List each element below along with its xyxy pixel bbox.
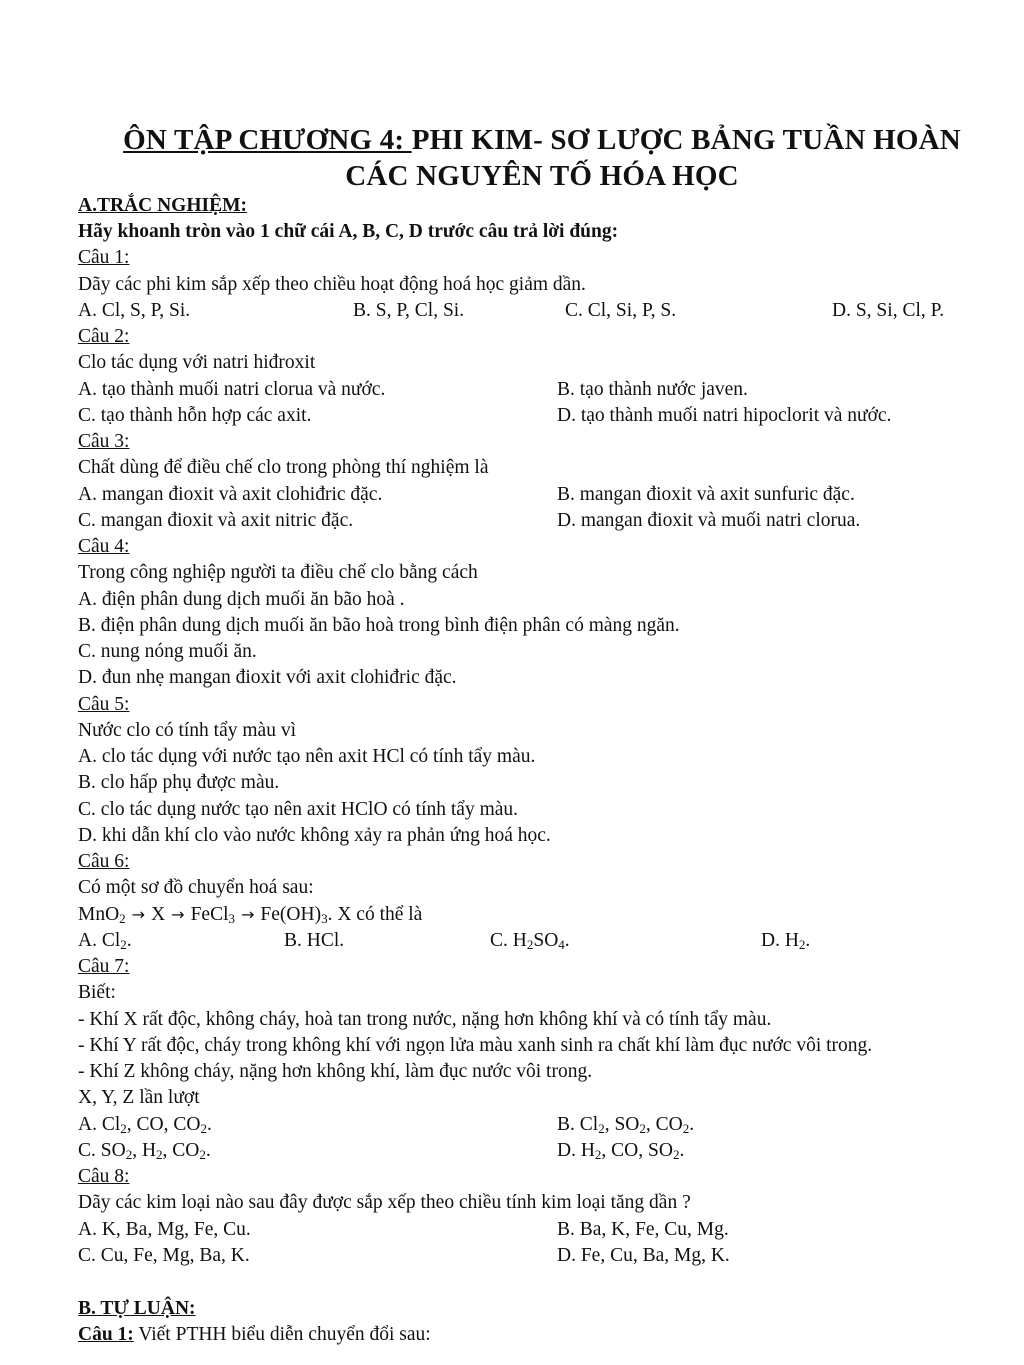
question-6-option-b [284,928,344,954]
question-3-option-c: C. mangan đioxit và axit nitric đặc. [78,510,354,531]
essay-question-1-text: Viết PTHH biểu diễn chuyển đổi sau: [133,1324,431,1345]
question-3-option-a: A. mangan đioxit và axit clohiđric đặc. [78,484,383,505]
opt-text: . [206,1114,212,1135]
question-1-option-a: A. Cl, S, P, Si. [78,300,191,321]
question-6-label: Câu 6: [78,851,130,872]
question-2-option-b: B. tạo thành nước javen. [557,379,748,400]
question-7-option-d [557,1138,684,1164]
opt-text: , SO [604,1114,640,1135]
formula-feoh: Fe(OH) [260,904,322,925]
question-7-fact-2: - Khí Y rất độc, cháy trong không khí với ngọn lửa màu xanh sinh ra chất khí làm đục nước vôi trong. [78,1035,873,1056]
section-a-heading: A.TRẮC NGHIỆM: [78,195,247,216]
subscript: 4 [558,937,565,952]
question-2-option-d: D. tạo thành muối natri hipoclorit và nước. [557,405,892,426]
question-5-option-d: D. khi dẫn khí clo vào nước không xảy ra phản ứng hoá học. [78,825,551,846]
question-6-option-d [761,928,810,954]
question-2-option-a: A. tạo thành muối natri clorua và nước. [78,379,386,400]
subscript: 2 [639,1121,646,1136]
section-b-heading: B. TỰ LUẬN: [78,1298,196,1319]
question-8-option-c: C. Cu, Fe, Mg, Ba, K. [78,1245,250,1266]
subscript: 2 [119,911,126,926]
opt-text: B. HCl. [284,930,345,951]
question-8-label: Câu 8: [78,1166,130,1187]
question-8-option-b: B. Ba, K, Fe, Cu, Mg. [557,1219,729,1240]
instruction-text: Hãy khoanh tròn vào 1 chữ cái A, B, C, D trước câu trả lời đúng: [78,221,619,242]
subscript: 2 [672,1147,680,1162]
opt-text: C. SO [78,1140,126,1161]
question-6-scheme [78,902,422,928]
subscript: 2 [120,1121,127,1136]
opt-text: , CO, SO [601,1140,673,1161]
subscript: 2 [594,1147,602,1162]
question-2-stem: Clo tác dụng với natri hiđroxit [78,352,316,373]
question-6-stem: Có một sơ đồ chuyển hoá sau: [78,877,314,898]
arrow-icon: → [241,905,255,924]
essay-question-1 [78,1322,431,1348]
question-8-option-a: A. K, Ba, Mg, Fe, Cu. [78,1219,251,1240]
question-4-label: Câu 4: [78,536,130,557]
question-3-option-b: B. mangan đioxit và axit sunfuric đặc. [557,484,855,505]
subscript: 3 [321,911,328,926]
opt-text: . [126,930,132,951]
question-7-option-b [557,1112,694,1138]
question-2-option-c: C. tạo thành hỗn hợp các axit. [78,405,312,426]
question-4-option-c: C. nung nóng muối ăn. [78,641,257,662]
subscript: 2 [156,1147,163,1162]
question-7-stem: Biết: [78,982,116,1003]
title-prefix: ÔN TẬP CHƯƠNG 4: [123,124,412,156]
opt-text: . [564,930,570,951]
opt-text: . [679,1140,685,1161]
question-8-stem: Dãy các kim loại nào sau đây được sắp xếp theo chiều tính kim loại tăng dần ? [78,1192,691,1213]
question-3-label: Câu 3: [78,431,130,452]
opt-text: , H [132,1140,157,1161]
question-8-option-d: D. Fe, Cu, Ba, Mg, K. [557,1245,730,1266]
question-1-label: Câu 1: [78,247,130,268]
opt-text: A. Cl [78,930,121,951]
question-7-option-a [78,1112,212,1138]
opt-text: . [205,1140,211,1161]
question-7-ask: X, Y, Z lần lượt [78,1087,200,1108]
opt-text: C. H [490,930,527,951]
question-5-option-c: C. clo tác dụng nước tạo nên axit HClO có tính tẩy màu. [78,799,519,820]
subscript: 2 [200,1121,207,1136]
opt-text: D. H [761,930,799,951]
question-7-option-c [78,1138,211,1164]
question-3-option-d: D. mangan đioxit và muối natri clorua. [557,510,861,531]
opt-text: D. H [557,1140,595,1161]
question-4-option-a: A. điện phân dung dịch muối ăn bão hoà . [78,589,405,610]
question-1-option-b: B. S, P, Cl, Si. [353,300,465,321]
page-title-line-1 [60,122,1024,158]
opt-text: , CO, CO [126,1114,201,1135]
question-7-fact-1: - Khí X rất độc, không cháy, hoà tan trong nước, nặng hơn không khí và có tính tẩy màu. [78,1009,772,1030]
question-4-option-b: B. điện phân dung dịch muối ăn bão hoà trong bình điện phân có màng ngăn. [78,615,680,636]
essay-question-1-label: Câu 1: [78,1324,134,1345]
formula-fecl: FeCl [190,904,229,925]
opt-text: SO [533,930,559,951]
opt-text: A. Cl [78,1114,121,1135]
formula-x: X [151,904,166,925]
question-1-option-c: C. Cl, Si, P, S. [565,300,677,321]
opt-text: . [805,930,811,951]
subscript: 2 [125,1147,133,1162]
subscript: 2 [682,1121,690,1136]
subscript: 2 [199,1147,206,1162]
opt-text: , CO [645,1114,683,1135]
title-rest: PHI KIM- SƠ LƯỢC BẢNG TUẦN HOÀN [411,124,961,156]
question-4-option-d: D. đun nhẹ mangan đioxit với axit clohiđric đặc. [78,667,457,688]
opt-text: B. Cl [557,1114,599,1135]
question-2-label: Câu 2: [78,326,130,347]
subscript: 3 [228,911,236,926]
scheme-tail: . X có thể là [327,904,423,925]
question-3-stem: Chất dùng để điều chế clo trong phòng thí nghiệm là [78,457,489,478]
question-6-option-a [78,928,132,954]
subscript: 2 [798,937,806,952]
question-5-label: Câu 5: [78,694,130,715]
formula-mno: MnO [78,904,120,925]
subscript: 2 [598,1121,605,1136]
arrow-icon: → [131,905,146,924]
question-5-option-a: A. clo tác dụng với nước tạo nên axit HCl có tính tẩy màu. [78,746,536,767]
page-title-line-2: CÁC NGUYÊN TỐ HÓA HỌC [345,160,739,192]
question-1-stem: Dãy các phi kim sắp xếp theo chiều hoạt động hoá học giảm dần. [78,274,586,295]
question-5-option-b: B. clo hấp phụ được màu. [78,772,280,793]
subscript: 2 [526,937,534,952]
question-7-label: Câu 7: [78,956,130,977]
arrow-icon: → [171,905,185,924]
question-5-stem: Nước clo có tính tẩy màu vì [78,720,296,741]
subscript: 2 [120,937,127,952]
question-6-option-c [490,928,570,954]
opt-text: , CO [162,1140,200,1161]
opt-text: . [689,1114,695,1135]
question-4-stem: Trong công nghiệp người ta điều chế clo bằng cách [78,562,478,583]
question-1-option-d: D. S, Si, Cl, P. [832,300,945,321]
question-7-fact-3: - Khí Z không cháy, nặng hơn không khí, làm đục nước vôi trong. [78,1061,593,1082]
